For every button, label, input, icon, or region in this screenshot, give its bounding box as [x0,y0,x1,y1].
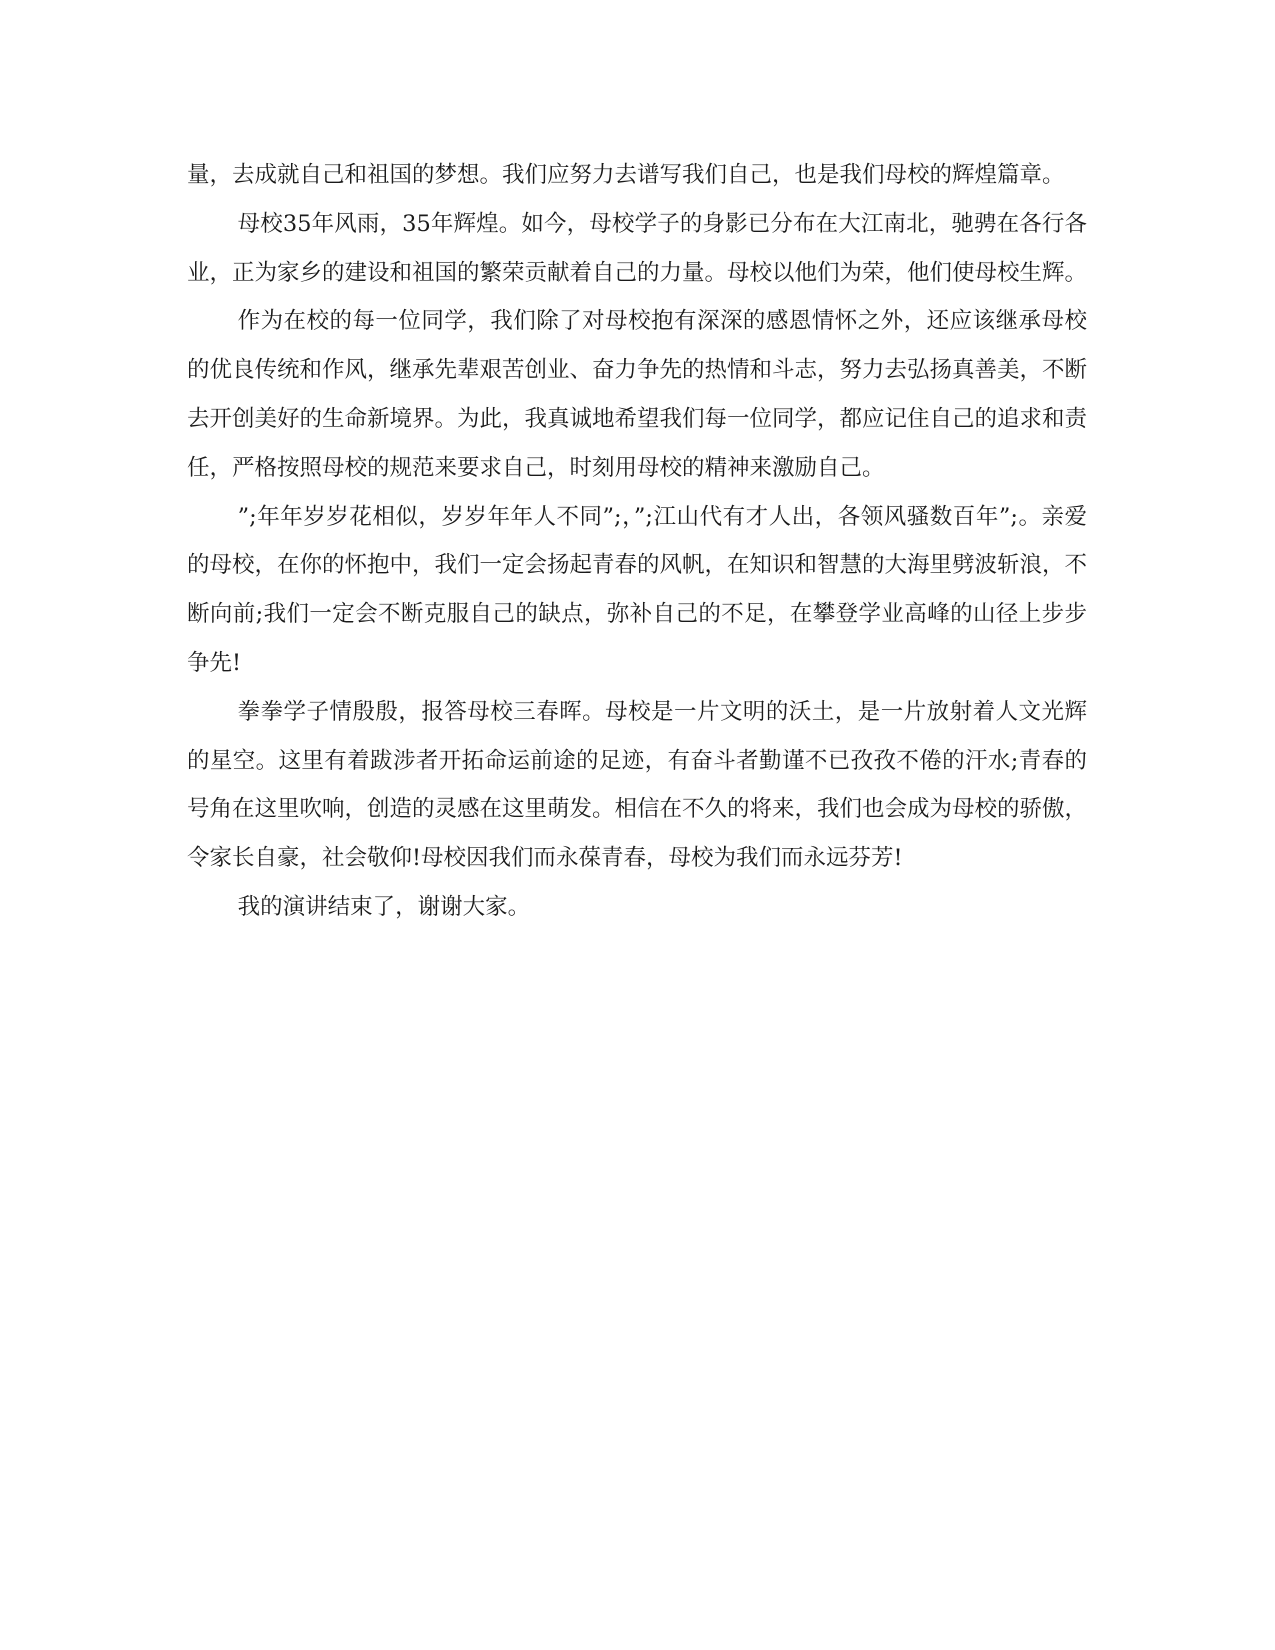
paragraph-alma-mater-35-years: 母校35年风雨，35年辉煌。如今，母校学子的身影已分布在大江南北，驰骋在各行各业，正为家乡的建设和祖国的繁荣贡献着自己的力量。母校以他们为荣，他们使母校生辉。 [187,210,1088,286]
document-body [187,151,1087,932]
paragraph-as-students: 作为在校的每一位同学，我们除了对母校抱有深深的感恩情怀之外，还应该继承母校的优良传统和作风，继承先辈艰苦创业、奋力争先的热情和斗志，努力去弘扬真善美，不断去开创美好的生命新境界。为此，我真诚地希望我们每一位同学，都应记住自己的追求和责任，严格按照母校的规范来要求自己，时刻用母校的精神来激励自己。 [187,308,1088,481]
paragraph-poem-quote: ”;年年岁岁花相似，岁岁年年人不同”;，”;江山代有才人出，各领风骚数百年”;。亲爱的母校，在你的怀抱中，我们一定会扬起青春的风帆，在知识和智慧的大海里劈波斩浪，不断向前;我们一定会不断克服自己的缺点，弥补自己的不足，在攀登学业高峰的山径上步步争先! [187,503,1088,676]
paragraph-gratitude: 拳拳学子情殷殷，报答母校三春晖。母校是一片文明的沃土，是一片放射着人文光辉的星空。这里有着跋涉者开拓命运前途的足迹，有奋斗者勤谨不已孜孜不倦的汗水;青春的号角在这里吹响，创造的灵感在这里萌发。相信在不久的将来，我们也会成为母校的骄傲，令家长自豪，社会敬仰!母校因我们而永葆青春，母校为我们而永远芬芳! [187,698,1088,872]
paragraph-continuation: 量，去成就自己和祖国的梦想。我们应努力去谱写我们自己，也是我们母校的辉煌篇章。 [187,162,1065,188]
paragraph-closing: 我的演讲结束了，谢谢大家。 [237,893,531,920]
